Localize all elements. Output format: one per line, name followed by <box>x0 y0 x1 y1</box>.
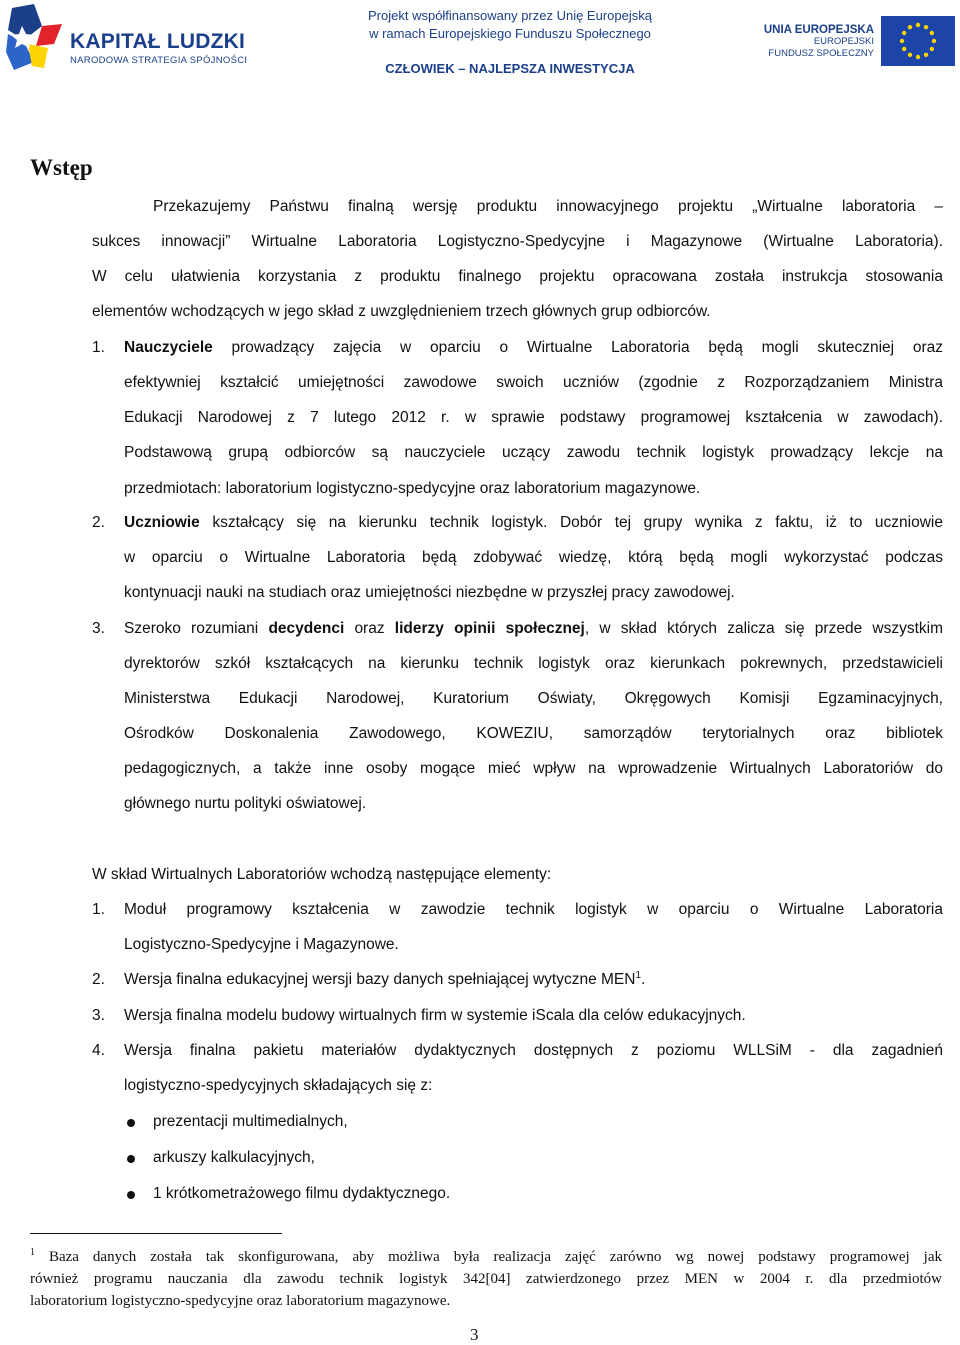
element-2-line-1 <box>124 971 645 989</box>
eu-star-icon <box>908 25 912 29</box>
group-3-number: 3. <box>92 620 105 637</box>
logo-subtitle: NARODOWA STRATEGIA SPÓJNOŚCI <box>70 55 248 66</box>
group-2-line-3: kontynuacji nauki na studiach oraz umiejętności niezbędne w przyszłej pracy zawodowej. <box>124 584 735 601</box>
eu-star-icon <box>900 39 904 43</box>
footnote-line-2: również programu nauczania dla zawodu technik logistyk 342[04] zatwierdzonego przez MEN w 2004 r. dla przedmiotów <box>30 1271 942 1287</box>
eu-star-icon <box>924 53 928 57</box>
group-1-line-1 <box>124 339 943 357</box>
group-3-post: , w skład których zalicza się przede wszystkim <box>584 620 943 637</box>
element-2-number: 2. <box>92 971 105 988</box>
kapital-ludzki-logo <box>4 4 256 72</box>
footnote-ref: 1 <box>635 969 642 981</box>
eu-line-3: FUNDUSZ SPOŁECZNY <box>768 48 874 59</box>
group-2-line-2: w oparciu o Wirtualne Laboratoria będą zdobywać wiedzę, którą będą mogli wykorzystać podczas <box>124 549 943 566</box>
logo-title: KAPITAŁ LUDZKI <box>70 30 246 53</box>
group-3-mid: oraz <box>344 620 395 637</box>
slogan: CZŁOWIEK – NAJLEPSZA INWESTYCJA <box>385 61 635 76</box>
page-number: 3 <box>470 1325 479 1344</box>
group-1-line-5: przedmiotach: laboratorium logistyczno-spedycyjne oraz laboratorium magazynowe. <box>124 480 701 497</box>
group-3-pre: Szeroko rozumiani <box>124 620 269 637</box>
cofinancing-line-2: w ramach Europejskiego Funduszu Społecznego <box>369 26 651 41</box>
elements-intro: W skład Wirtualnych Laboratoriów wchodzą następujące elementy: <box>92 866 552 883</box>
bullet-1-dot <box>127 1119 135 1127</box>
group-3-line-3: Ministerstwa Edukacji Narodowej, Kuratorium Oświaty, Okręgowych Komisji Egzaminacyjnych, <box>124 690 943 707</box>
intro-line-1: Przekazujemy Państwu finalną wersję produktu innowacyjnego projektu „Wirtualne laboratoria – <box>153 198 943 215</box>
group-1-number: 1. <box>92 339 105 356</box>
section-heading: Wstęp <box>30 155 93 180</box>
cofinancing-note <box>330 7 690 43</box>
group-2-line-1 <box>124 514 943 532</box>
footnote <box>30 1246 942 1312</box>
element-2-tail: . <box>641 971 646 988</box>
intro-line-4: elementów wchodzących w jego skład z uwzględnieniem trzech głównych grup odbiorców. <box>92 303 711 320</box>
cofinancing-line-1: Projekt współfinansowany przez Unię Europejską <box>368 8 652 23</box>
eu-star-icon <box>932 39 936 43</box>
element-3-line-1: Wersja finalna modelu budowy wirtualnych firm w systemie iScala dla celów edukacyjnych. <box>124 1007 746 1024</box>
group-1-line-4: Podstawową grupą odbiorców są nauczyciele uczący zawodu technik logistyk prowadzący lekcje na <box>124 444 943 461</box>
eu-star-icon <box>902 31 906 35</box>
element-1-line-1: Moduł programowy kształcenia w zawodzie technik logistyk w oparciu o Wirtualne Laboratoria <box>124 901 943 918</box>
group-3-line-4: Ośrodków Doskonalenia Zawodowego, KOWEZIU, samorządów terytorialnych oraz bibliotek <box>124 725 943 742</box>
footnote-separator <box>30 1233 282 1234</box>
group-3-line-6: głównego nurtu polityki oświatowej. <box>124 795 367 812</box>
element-4-number: 4. <box>92 1042 105 1059</box>
eu-flag-icon <box>881 16 955 66</box>
footnote-line-3: laboratorium logistyczno-spedycyjne oraz laboratorium magazynowe. <box>30 1293 451 1309</box>
bullet-2-text: arkuszy kalkulacyjnych, <box>153 1149 315 1166</box>
group-3-bold-2: liderzy opinii społecznej <box>394 620 585 637</box>
group-2-line-1-text: kształcący się na kierunku technik logistyk. Dobór tej grupy wynika z faktu, iż to uczniowie <box>199 514 943 531</box>
page-header <box>0 0 960 90</box>
bullet-2-dot <box>127 1155 135 1163</box>
eu-star-icon <box>930 47 934 51</box>
eu-star-icon <box>930 31 934 35</box>
group-2-number: 2. <box>92 514 105 531</box>
group-1-bold: Nauczyciele <box>124 339 213 356</box>
group-1-line-3: Edukacji Narodowej z 7 lutego 2012 r. w sprawie podstawy programowej kształcenia w zawodach). <box>124 409 943 426</box>
footnote-mark: 1 <box>30 1247 35 1258</box>
eu-star-icon <box>908 53 912 57</box>
element-4-line-2: logistyczno-spedycyjnych składających się z: <box>124 1077 433 1094</box>
eu-star-icon <box>902 47 906 51</box>
group-3-bold-1: decydenci <box>268 620 345 637</box>
kapital-ludzki-star-icon <box>4 4 64 72</box>
eu-line-1: UNIA EUROPEJSKA <box>763 24 874 36</box>
eu-line-2: EUROPEJSKI <box>813 36 874 47</box>
element-4-line-1: Wersja finalna pakietu materiałów dydaktycznych dostępnych z poziomu WLLSiM - dla zagadnień <box>124 1042 943 1059</box>
bullet-1-text: prezentacji multimedialnych, <box>153 1113 348 1130</box>
element-1-line-2: Logistyczno-Spedycyjne i Magazynowe. <box>124 936 399 953</box>
group-3-line-2: dyrektorów szkół kształcących na kierunku technik logistyk oraz kierunkach pokrewnych, przedstawicieli <box>124 655 943 672</box>
footnote-line-1-text: Baza danych została tak skonfigurowana, aby możliwa była realizacja zajęć zarówno wg nowej podstawy programowej jak <box>35 1249 942 1265</box>
eu-star-icon <box>916 55 920 59</box>
element-2-text: Wersja finalna edukacyjnej wersji bazy danych spełniającej wytyczne MEN <box>124 971 636 988</box>
bullet-3-dot <box>127 1191 135 1199</box>
element-1-number: 1. <box>92 901 105 918</box>
element-3-number: 3. <box>92 1007 105 1024</box>
group-1-line-1-text: prowadzący zajęcia w oparciu o Wirtualne Laboratoria będą mogli skuteczniej oraz <box>212 339 943 356</box>
group-3-line-1 <box>124 620 943 638</box>
footnote-line-1 <box>30 1246 942 1268</box>
intro-line-2: sukces innowacji” Wirtualne Laboratoria Logistyczno-Spedycyjne i Magazynowe (Wirtualne Laboratoria). <box>92 233 943 250</box>
group-2-bold: Uczniowie <box>124 514 200 531</box>
intro-line-3: W celu ułatwienia korzystania z produktu finalnego projektu opracowana została instrukcja stosowania <box>92 268 943 285</box>
eu-logo-text <box>762 24 874 60</box>
bullet-3-text: 1 krótkometrażowego filmu dydaktycznego. <box>153 1185 451 1202</box>
eu-star-icon <box>924 25 928 29</box>
eu-star-icon <box>916 23 920 27</box>
group-1-line-2: efektywniej kształcić umiejętności zawodowe swoich uczniów (zgodnie z Rozporządzaniem Ministra <box>124 374 943 391</box>
group-3-line-5: pedagogicznych, a także inne osoby mogące mieć wpływ na wprowadzenie Wirtualnych Laboratoriów do <box>124 760 943 777</box>
